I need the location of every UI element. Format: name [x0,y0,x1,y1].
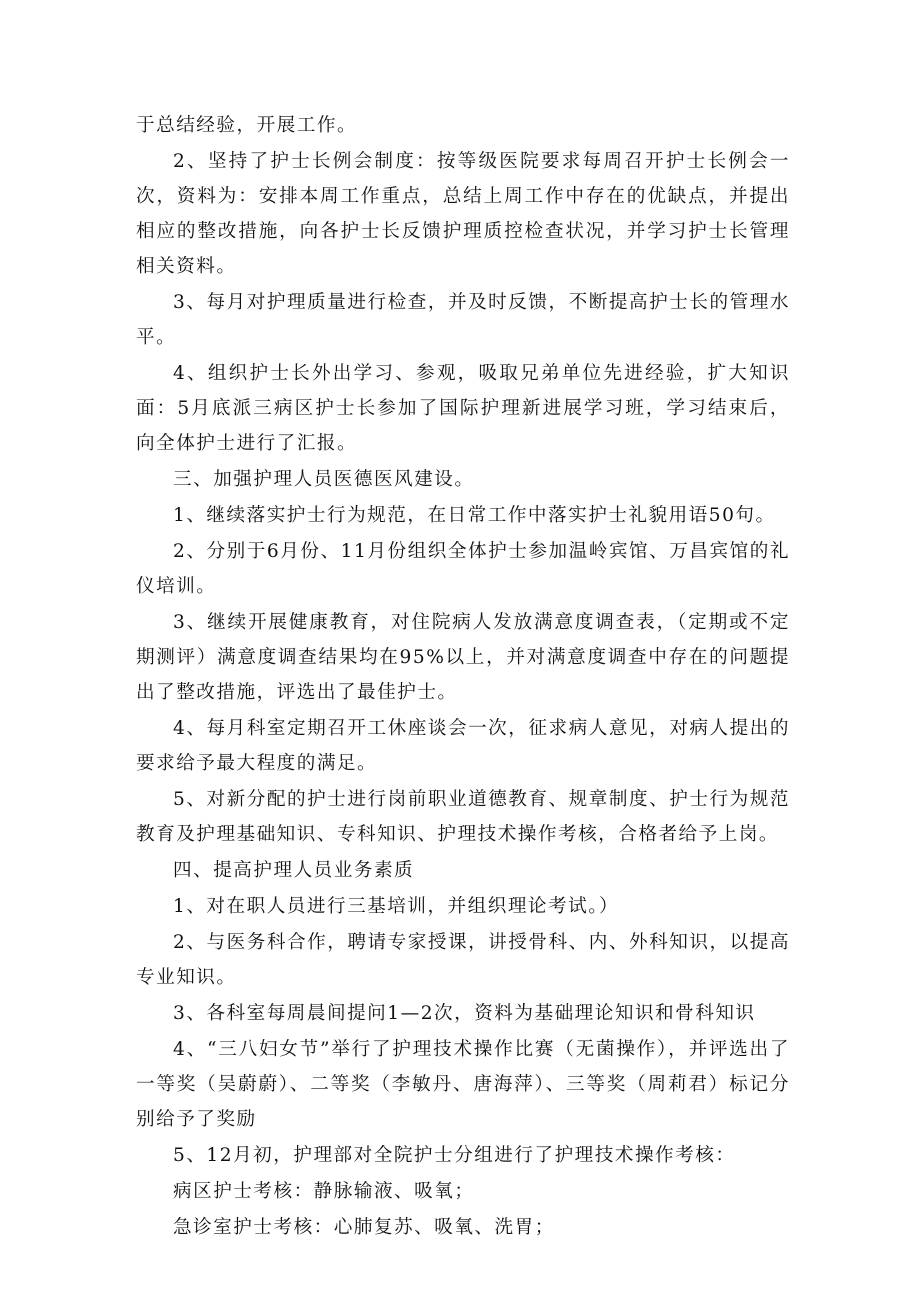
paragraph-item-study-visit: 4、组织护士长外出学习、参观，吸取兄弟单位先进经验，扩大知识面：5月底派三病区护士长参加了国际护理新进展学习班，学习结束后，向全体护士进行了汇报。 [136,363,790,454]
paragraph-item-quality-check: 3、每月对护理质量进行检查，并及时反馈，不断提高护士长的管理水平。 [136,292,790,348]
section-heading-professional-quality: 四、提高护理人员业务素质 [173,860,415,881]
paragraph-item-patient-forum: 4、每月科室定期召开工休座谈会一次，征求病人意见，对病人提出的要求给予最大程度的满足。 [136,718,790,774]
paragraph-item-new-nurse-training: 5、对新分配的护士进行岗前职业道德教育、规章制度、护士行为规范教育及护理基础知识、专科知识、护理技术操作考核，合格者给予上岗。 [136,789,790,845]
paragraph-emergency-assessment: 急诊室护士考核：心肺复苏、吸氧、洗胃； [173,1217,555,1238]
paragraph-item-head-nurse-meeting: 2、坚持了护士长例会制度：按等级医院要求每周召开护士长例会一次，资料为：安排本周工作重点，总结上周工作中存在的优缺点，并提出相应的整改措施，向各护士长反馈护理质控检查状况，并学习护士长管理相关资料。 [136,151,790,277]
section-heading-ethics: 三、加强护理人员医德医风建设。 [173,469,475,490]
paragraph-item-skills-assessment: 5、12月初，护理部对全院护士分组进行了护理技术操作考核： [173,1145,736,1166]
paragraph-item-three-basics: 1、对在职人员进行三基培训，并组织理论考试。） [173,896,620,917]
paragraph-item-skills-competition: 4、“三八妇女节”举行了护理技术操作比赛（无菌操作），并评选出了一等奖（吴蔚蔚）、二等奖（李敏丹、唐海萍）、三等奖（周莉君）标记分别给予了奖励 [136,1039,790,1130]
paragraph-item-health-education: 3、继续开展健康教育，对住院病人发放满意度调查表，（定期或不定期测评）满意度调查结果均在95%以上，并对满意度调查中存在的问题提出了整改措施，评选出了最佳护士。 [136,612,790,703]
paragraph-item-behavior-norms: 1、继续落实护士行为规范，在日常工作中落实护士礼貌用语50句。 [173,505,776,526]
paragraph-continuation: 于总结经验，开展工作。 [136,115,358,136]
paragraph-item-morning-questions: 3、各科室每周晨间提问1—2次，资料为基础理论知识和骨科知识 [173,1003,756,1024]
paragraph-item-etiquette-training: 2、分别于6月份、11月份组织全体护士参加温岭宾馆、万昌宾馆的礼仪培训。 [136,541,790,597]
paragraph-ward-assessment: 病区护士考核：静脉输液、吸氧； [173,1181,475,1202]
paragraph-item-expert-lectures: 2、与医务科合作，聘请专家授课，讲授骨科、内、外科知识，以提高专业知识。 [136,932,790,988]
